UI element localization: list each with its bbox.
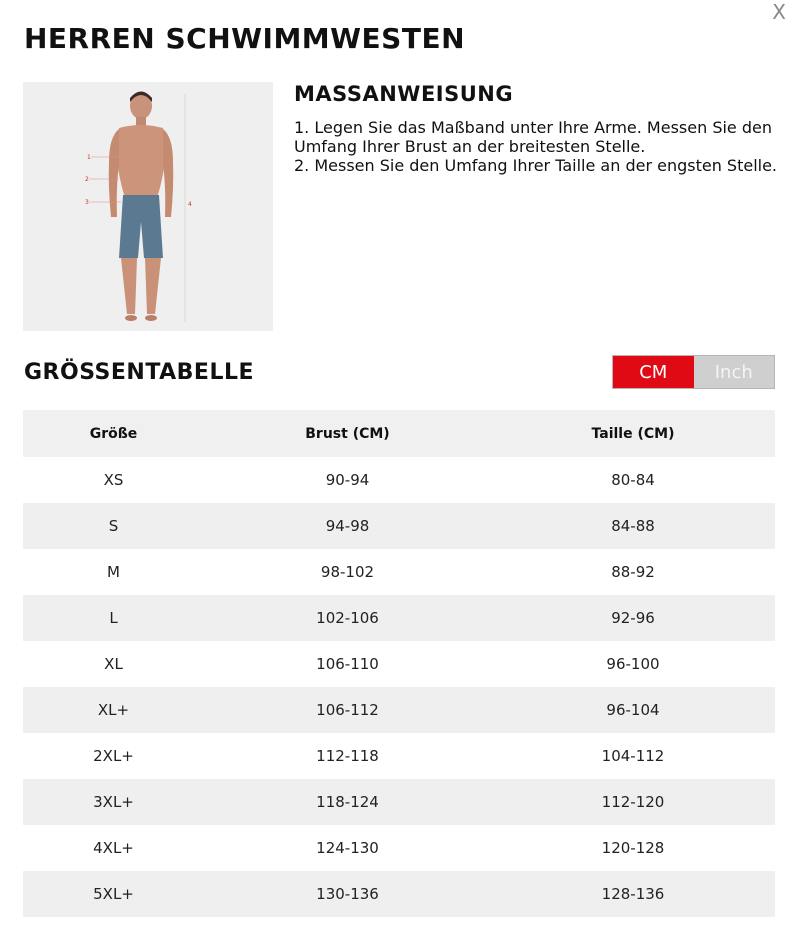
table-row (23, 871, 775, 917)
cell-waist: 84-88 (491, 503, 775, 549)
cell-waist: 96-100 (491, 641, 775, 687)
header-chest: Brust (CM) (204, 410, 491, 457)
cell-waist: 80-84 (491, 457, 775, 503)
cell-size: 5XL+ (23, 871, 204, 917)
cell-size: XS (23, 457, 204, 503)
table-row (23, 549, 775, 595)
model-figure (23, 82, 273, 331)
cell-chest: 130-136 (204, 871, 491, 917)
cell-size: S (23, 503, 204, 549)
size-table-title: GRÖSSENTABELLE (24, 360, 255, 385)
unit-toggle[interactable] (612, 355, 775, 389)
header-waist: Taille (CM) (491, 410, 775, 457)
cell-chest: 90-94 (204, 457, 491, 503)
cell-waist: 92-96 (491, 595, 775, 641)
table-header-row (23, 410, 775, 457)
cell-chest: 124-130 (204, 825, 491, 871)
marker-4: 4 (188, 201, 192, 208)
cell-size: 3XL+ (23, 779, 204, 825)
model-illustration (23, 82, 273, 331)
cell-waist: 88-92 (491, 549, 775, 595)
cell-chest: 118-124 (204, 779, 491, 825)
table-row (23, 503, 775, 549)
close-button[interactable]: X (772, 0, 786, 24)
cell-size: M (23, 549, 204, 595)
cell-waist: 104-112 (491, 733, 775, 779)
marker-3: 3 (85, 199, 89, 206)
table-row (23, 733, 775, 779)
table-row (23, 779, 775, 825)
instruction-step-2: 2. Messen Sie den Umfang Ihrer Taille an der engsten Stelle. (294, 156, 778, 175)
instructions-heading: MASSANWEISUNG (294, 82, 514, 106)
cell-waist: 128-136 (491, 871, 775, 917)
cell-size: 2XL+ (23, 733, 204, 779)
cell-size: L (23, 595, 204, 641)
cell-size: XL+ (23, 687, 204, 733)
cell-size: XL (23, 641, 204, 687)
table-row (23, 825, 775, 871)
cell-chest: 106-112 (204, 687, 491, 733)
measurement-instructions (294, 82, 784, 175)
unit-option-cm[interactable]: CM (613, 356, 694, 388)
cell-waist: 112-120 (491, 779, 775, 825)
cell-waist: 120-128 (491, 825, 775, 871)
cell-chest: 106-110 (204, 641, 491, 687)
cell-waist: 96-104 (491, 687, 775, 733)
table-row (23, 595, 775, 641)
cell-chest: 94-98 (204, 503, 491, 549)
cell-chest: 98-102 (204, 549, 491, 595)
table-row (23, 641, 775, 687)
table-row (23, 457, 775, 503)
cell-chest: 102-106 (204, 595, 491, 641)
table-row (23, 687, 775, 733)
marker-2: 2 (85, 176, 89, 183)
cell-chest: 112-118 (204, 733, 491, 779)
cell-size: 4XL+ (23, 825, 204, 871)
instruction-step-1: 1. Legen Sie das Maßband unter Ihre Arme. Messen Sie den Umfang Ihrer Brust an der breitesten Stelle. (294, 118, 772, 156)
page-title: HERREN SCHWIMMWESTEN (24, 22, 466, 55)
marker-1: 1 (87, 154, 91, 161)
header-size: Größe (23, 410, 204, 457)
size-table (23, 410, 775, 917)
unit-option-inch[interactable]: Inch (694, 356, 775, 388)
